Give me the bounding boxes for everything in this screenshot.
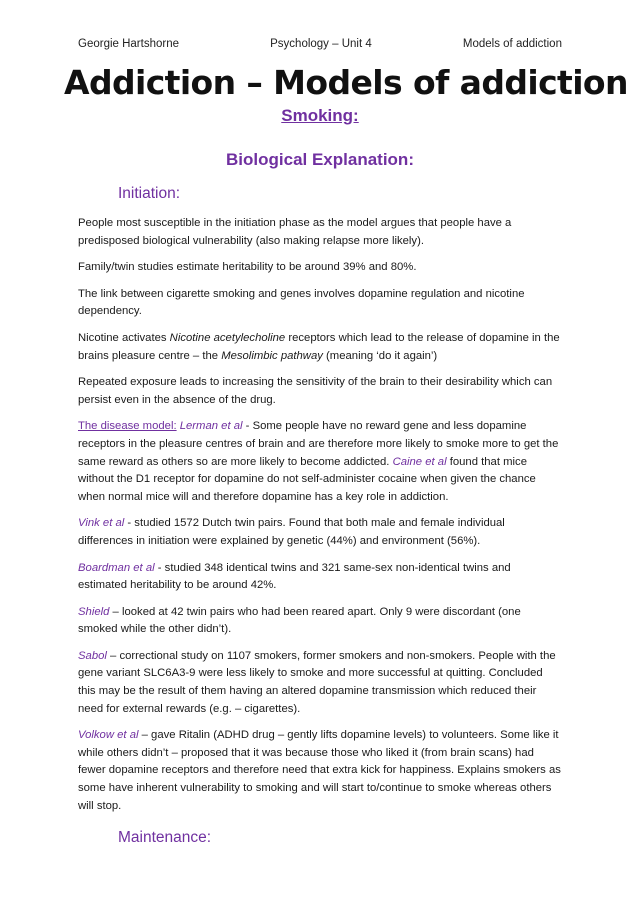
header-topic: Models of addiction (462, 38, 562, 50)
text-run: - studied 348 identical twins and 321 same-sex non-identical twins and estimated heritability to be around 42%. (78, 561, 511, 592)
paragraph-sabol (78, 648, 562, 718)
page-header (78, 0, 562, 50)
paragraph-nicotine (78, 330, 562, 365)
paragraph-disease-model (78, 418, 562, 506)
paragraph-genes-link: The link between cigarette smoking and genes involves dopamine regulation and nicotine dependency. (78, 287, 525, 318)
biological-explanation-heading: Biological Explanation: (226, 150, 414, 169)
text-run: (meaning ‘do it again’) (322, 349, 438, 362)
document-title: Addiction – Models of addiction (64, 63, 628, 102)
paragraph-repeated-exposure: Repeated exposure leads to increasing the sensitivity of the brain to their desirability which can persist even in the absence of the drug. (78, 376, 553, 406)
term-mesolimbic-pathway: Mesolimbic pathway (221, 349, 323, 362)
disease-model-label: The disease model: (78, 420, 177, 433)
paragraph-heritability: Family/twin studies estimate heritability to be around 39% and 80%. (78, 261, 417, 274)
text-run: - Some people have no reward gene and less dopamine receptors in the pleasure centres of brain and are therefore more likely to smoke more to get the same reward as others so are more likely to become addicted. (78, 420, 559, 468)
text-run: - studied 1572 Dutch twin pairs. Found that both male and female individual differences in initiation were explained by genetic (44%) and environment (56%). (78, 517, 505, 547)
paragraph-shield (78, 604, 562, 639)
paragraph-boardman (78, 560, 562, 595)
researcher-volkow: Volkow et al (78, 729, 139, 742)
initiation-heading: Initiation: (118, 185, 181, 202)
initiation-body (78, 215, 562, 815)
text-run: – correctional study on 1107 smokers, former smokers and non-smokers. People with the gene variant SLC6A3-9 were less likely to smoke and more successful at quitting. Concluded this may be the result of them having an altered dopamine transmission which reduced their need for external rewards (e.g. – cigarettes). (78, 649, 556, 715)
researcher-sabol: Sabol (78, 649, 107, 662)
header-subject: Psychology – Unit 4 (270, 38, 372, 50)
term-nicotine-receptor: Nicotine acetylecholine (169, 331, 286, 344)
researcher-boardman: Boardman et al (78, 561, 155, 574)
text-run: Nicotine activates (78, 331, 170, 344)
researcher-lerman: Lerman et al (179, 420, 243, 433)
researcher-shield: Shield (78, 605, 110, 618)
paragraph-susceptibility: People most susceptible in the initiation phase as the model argues that people have a predisposed biological vulnerability (also making relapse more likely). (78, 217, 512, 247)
smoking-heading: Smoking: (281, 106, 359, 125)
text-run: – looked at 42 twin pairs who had been reared apart. Only 9 were discordant (one smoked while the other didn’t). (78, 605, 521, 636)
text-run: – gave Ritalin (ADHD drug – gently lifts dopamine levels) to volunteers. Some like it while others didn’t – proposed that it was because those who liked it (from brain scans) had fewer dopamine receptors and therefore need that extra kick for happiness. Explains smokers as some have inherent vulnerability to smoking and will start to/continue to smoke whereas others will stop. (78, 729, 561, 812)
paragraph-vink (78, 515, 562, 550)
maintenance-heading: Maintenance: (118, 829, 212, 847)
paragraph-volkow (78, 727, 562, 815)
header-author: Georgie Hartshorne (78, 38, 179, 50)
text-run: receptors which lead to the release of dopamine in the brains pleasure centre – the (78, 331, 560, 362)
researcher-vink: Vink et al (78, 517, 125, 530)
text-run: found that mice without the D1 receptor for dopamine do not self-administer cocaine when given the chance when normal mice will and therefore dopamine has a key role in addiction. (78, 455, 536, 503)
researcher-caine: Caine et al (392, 455, 447, 468)
